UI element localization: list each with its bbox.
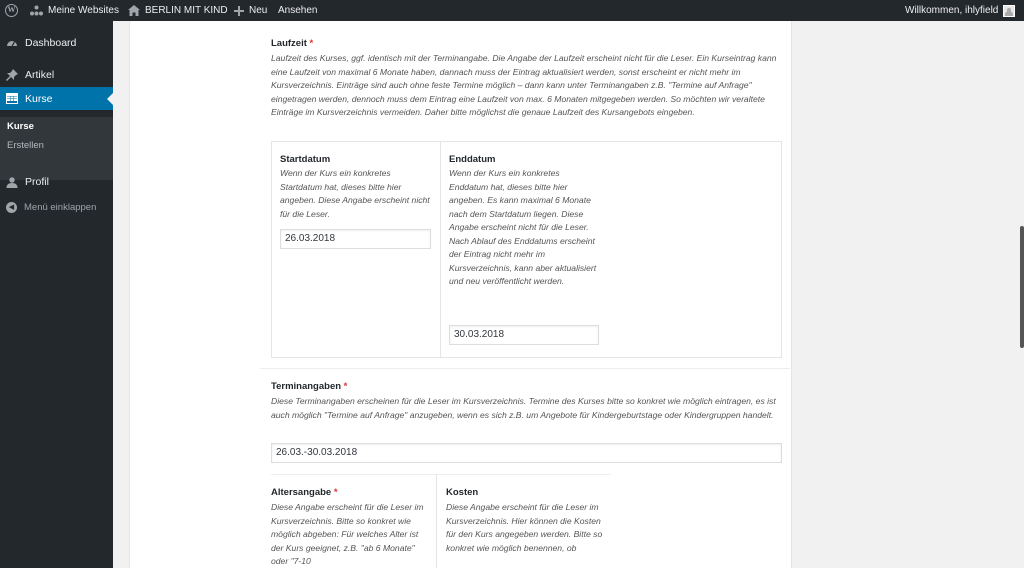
current-menu-arrow [107,93,113,105]
collapse-menu-button[interactable] [0,197,113,217]
home-icon [128,5,140,16]
new-label: Neu [249,5,268,16]
table-icon [6,93,18,104]
sidebar-item-label: Kurse [25,92,53,105]
network-icon [30,5,43,16]
kosten-label: Kosten [446,487,479,498]
enddatum-description: Wenn der Kurs ein konkretes Enddatum hat, dieses bitte hier angeben. Es kann maximal 6 Monate nach dem Startdatum liegen. Diese Angabe erscheint nicht für die Leser. Nach Ablauf des Enddatums erscheint der Eintrag nicht mehr im Kursverzeichnis, kann aber aktualisiert und neu veröffentlicht werden. [449,168,597,286]
terminangaben-label: Terminangaben * [271,381,348,392]
plus-icon [234,6,244,16]
enddatum-input[interactable]: 30.03.2018 [449,325,599,345]
sidebar-item-artikel[interactable] [0,65,113,85]
terminangaben-description: Diese Terminangaben erscheinen für die Leser im Kursverzeichnis. Termine des Kurses bitte so konkret wie möglich eintragen, es ist auch möglich "Termine auf Anfrage" anzugeben, wenn es sich z.B. um Angebote für Kindergeburtstage oder Kindergruppen handelt. [271,396,776,420]
sidebar-item-label: Dashboard [25,37,77,49]
laufzeit-label: Laufzeit * [271,38,314,49]
kurse-submenu [0,117,113,180]
sidebar-item-label: Profil [25,176,49,188]
sidebar-item-kurse[interactable] [0,87,113,110]
laufzeit-description: Laufzeit des Kurses, ggf. identisch mit der Terminangabe. Die Angabe der Laufzeit erscheint nicht für die Leser. Ein Kurseintrag kann eine Laufzeit von maximal 6 Monate haben, dannach muss der Eintrag aktualisiert werden, sonst erscheint er nicht mehr im Kursverzeichnis. Einträge sind auch ohne feste Termine möglich – dann kann unter Terminangaben z.B. "Termine auf Anfrage" eingetragen werden, dennoch muss dem Eintrag eine Laufzeit von max. 6 Monaten mitgegeben werden. So möchten wir veraltete Einträge im Kursverzeichnis vermeiden. Daher bitte möglichst die genaue Laufzeit des Kursangebots eingeben. [271,53,777,117]
submenu-item-erstellen[interactable]: Erstellen [7,140,44,151]
dashboard-icon [6,37,18,49]
sidebar-item-label: Artikel [25,69,55,81]
view-label: Ansehen [278,5,318,16]
page-scrollbar[interactable] [1020,226,1024,348]
enddatum-label: Enddatum [449,154,496,165]
sidebar-item-dashboard[interactable] [0,33,113,53]
new-content-menu[interactable] [234,0,267,21]
my-sites-menu[interactable] [30,0,119,21]
admin-sidebar [0,21,113,568]
field-separator [271,474,611,475]
subfield-divider [440,142,441,357]
user-icon [6,177,18,188]
required-marker: * [333,487,338,498]
account-menu[interactable] [905,0,1015,21]
terminangaben-input[interactable]: 26.03.-30.03.2018 [271,443,782,463]
submenu-item-kurse[interactable]: Kurse [7,121,34,132]
column-divider [436,474,437,568]
my-sites-label: Meine Websites [48,5,119,16]
pin-icon [6,69,18,81]
required-marker: * [309,38,314,49]
kosten-description: Diese Angabe erscheint für die Leser im Kursverzeichnis. Hier können die Kosten für den Kurs angegeben werden. Bitte so konkret wie möglich benennen, ob [446,502,603,553]
greeting-label: Willkommen, ihlyfield [905,5,999,16]
site-name-menu[interactable] [128,0,228,21]
altersangabe-description: Diese Angabe erscheint für die Leser im Kursverzeichnis. Bitte so konkret wie möglich abgeben: Für welches Alter ist der Kurs geeignet, z.B. "ab 6 Monate" oder "7-10 [271,502,424,566]
edit-form-panel [129,21,792,568]
sidebar-item-profil[interactable] [0,172,113,192]
required-marker: * [343,381,348,392]
startdatum-label: Startdatum [280,154,331,165]
wp-logo-menu[interactable] [5,0,18,21]
view-link[interactable] [278,0,317,21]
site-name-label: BERLIN MIT KIND [145,5,228,16]
altersangabe-label: Altersangabe * [271,487,338,498]
wordpress-logo-icon: W [5,4,18,17]
admin-bar [0,0,1024,21]
startdatum-input[interactable]: 26.03.2018 [280,229,431,249]
collapse-arrow-icon: ◀ [6,202,17,213]
field-separator [260,368,790,369]
startdatum-description: Wenn der Kurs ein konkretes Startdatum hat, dieses bitte hier angeben. Diese Angabe erscheint nicht für die Leser. [280,168,430,219]
collapse-label: Menü einklappen [24,201,97,213]
avatar [1003,5,1015,17]
